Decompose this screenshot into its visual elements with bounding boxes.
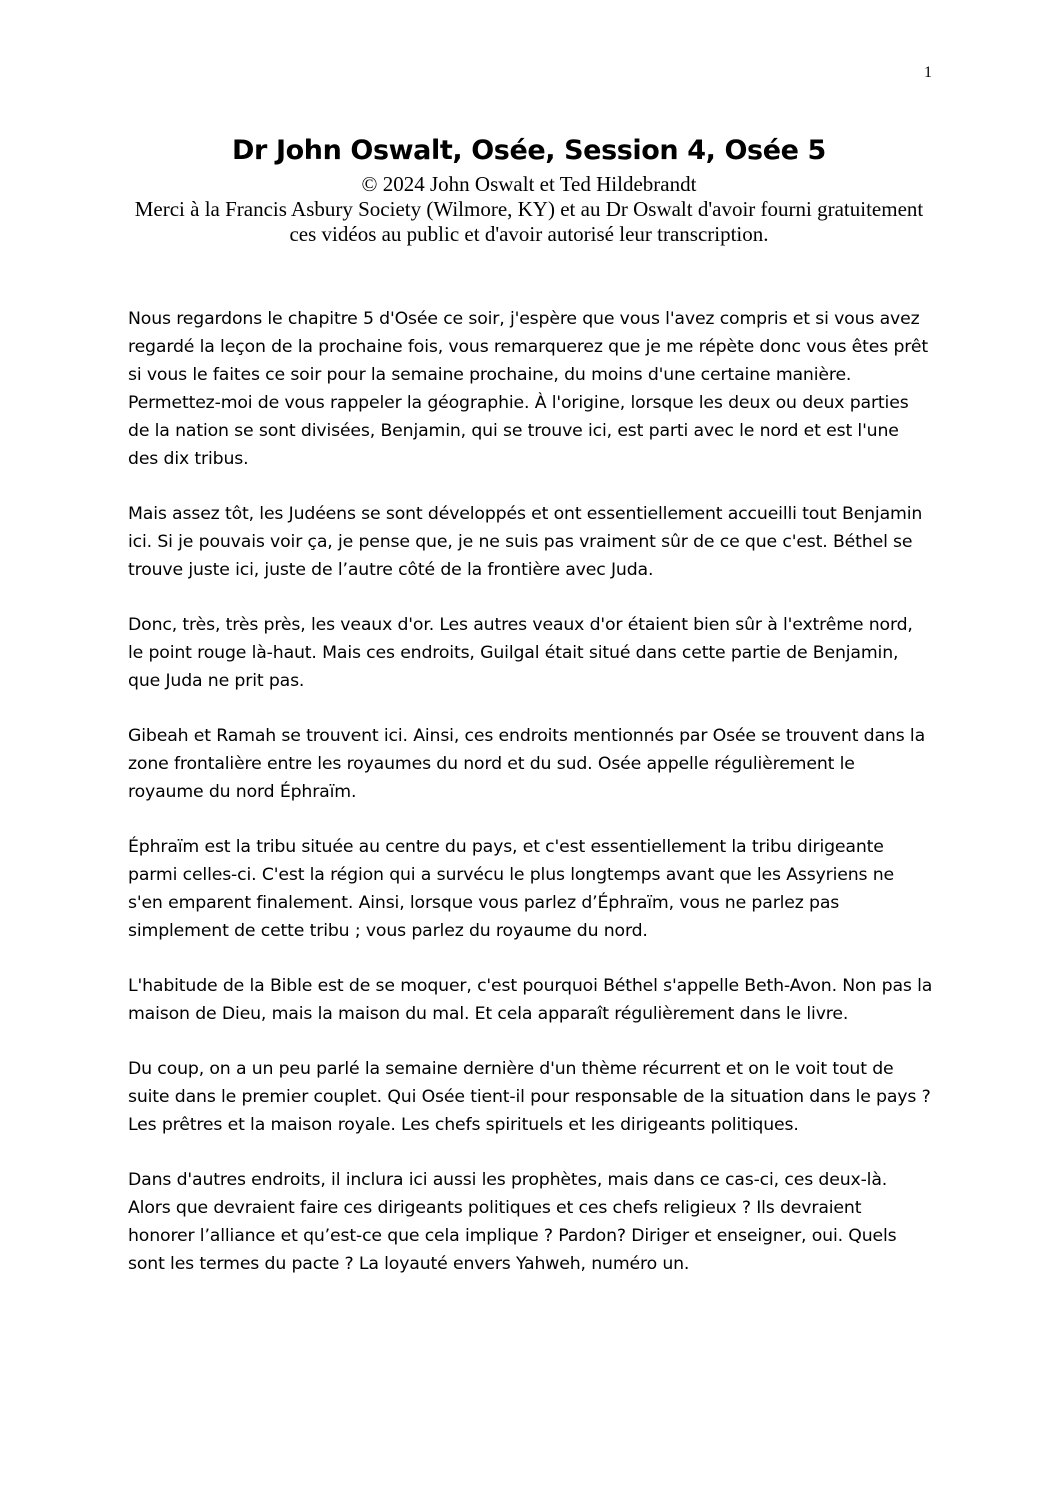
copyright-line: © 2024 John Oswalt et Ted Hildebrandt <box>361 172 697 196</box>
document-header <box>128 130 930 247</box>
paragraph: Gibeah et Ramah se trouvent ici. Ainsi, ces endroits mentionnés par Osée se trouvent dans la zone frontalière entre les royaumes du nord et du sud. Osée appelle régulièrement le royaume du nord Éphraïm. <box>128 726 926 802</box>
paragraph: Dans d'autres endroits, il inclura ici aussi les prophètes, mais dans ce cas-ci, ces deux-là. Alors que devraient faire ces dirigeants politiques et ces chefs religieux ? Ils devraient honorer l’alliance et qu’est-ce que cela implique ? Pardon? Diriger et enseigner, oui. Quels sont les termes du pacte ? La loyauté envers Yahweh, numéro un. <box>128 1170 897 1274</box>
paragraph: Éphraïm est la tribu située au centre du pays, et c'est essentiellement la tribu dirigeante parmi celles-ci. C'est la région qui a survécu le plus longtemps avant que les Assyriens ne s'en emparent finalement. Ainsi, lorsque vous parlez d’Éphraïm, vous ne parlez pas simplement de cette tribu ; vous parlez du royaume du nord. <box>128 837 895 941</box>
paragraph: L'habitude de la Bible est de se moquer, c'est pourquoi Béthel s'appelle Beth-Avon. Non pas la maison de Dieu, mais la maison du mal. Et cela apparaît régulièrement dans le livre. <box>128 976 933 1024</box>
acknowledgement-line: Merci à la Francis Asbury Society (Wilmore, KY) et au Dr Oswalt d'avoir fourni gratuitement ces vidéos au public et d'avoir autorisé leur transcription. <box>134 197 924 246</box>
page-number: 1 <box>924 64 932 81</box>
paragraph: Du coup, on a un peu parlé la semaine dernière d'un thème récurrent et on le voit tout de suite dans le premier couplet. Qui Osée tient-il pour responsable de la situation dans le pays ? Les prêtres et la maison royale. Les chefs spirituels et les dirigeants politiques. <box>128 1059 931 1135</box>
paragraph: Donc, très, très près, les veaux d'or. Les autres veaux d'or étaient bien sûr à l'extrême nord, le point rouge là-haut. Mais ces endroits, Guilgal était situé dans cette partie de Benjamin, que Juda ne prit pas. <box>128 615 913 691</box>
transcript-body <box>128 305 933 1305</box>
paragraph: Nous regardons le chapitre 5 d'Osée ce soir, j'espère que vous l'avez compris et si vous avez regardé la leçon de la prochaine fois, vous remarquerez que je me répète donc vous êtes prêt si vous le faites ce soir pour la semaine prochaine, du moins d'une certaine manière. Permettez-moi de vous rappeler la géographie. À l'origine, lorsque les deux ou deux parties de la nation se sont divisées, Benjamin, qui se trouve ici, est parti avec le nord et est l'une des dix tribus. <box>128 309 928 469</box>
paragraph: Mais assez tôt, les Judéens se sont développés et ont essentiellement accueilli tout Benjamin ici. Si je pouvais voir ça, je pense que, je ne suis pas vraiment sûr de ce que c'est. Béthel se trouve juste ici, juste de l’autre côté de la frontière avec Juda. <box>128 504 923 580</box>
document-title: Dr John Oswalt, Osée, Session 4, Osée 5 <box>232 135 826 166</box>
